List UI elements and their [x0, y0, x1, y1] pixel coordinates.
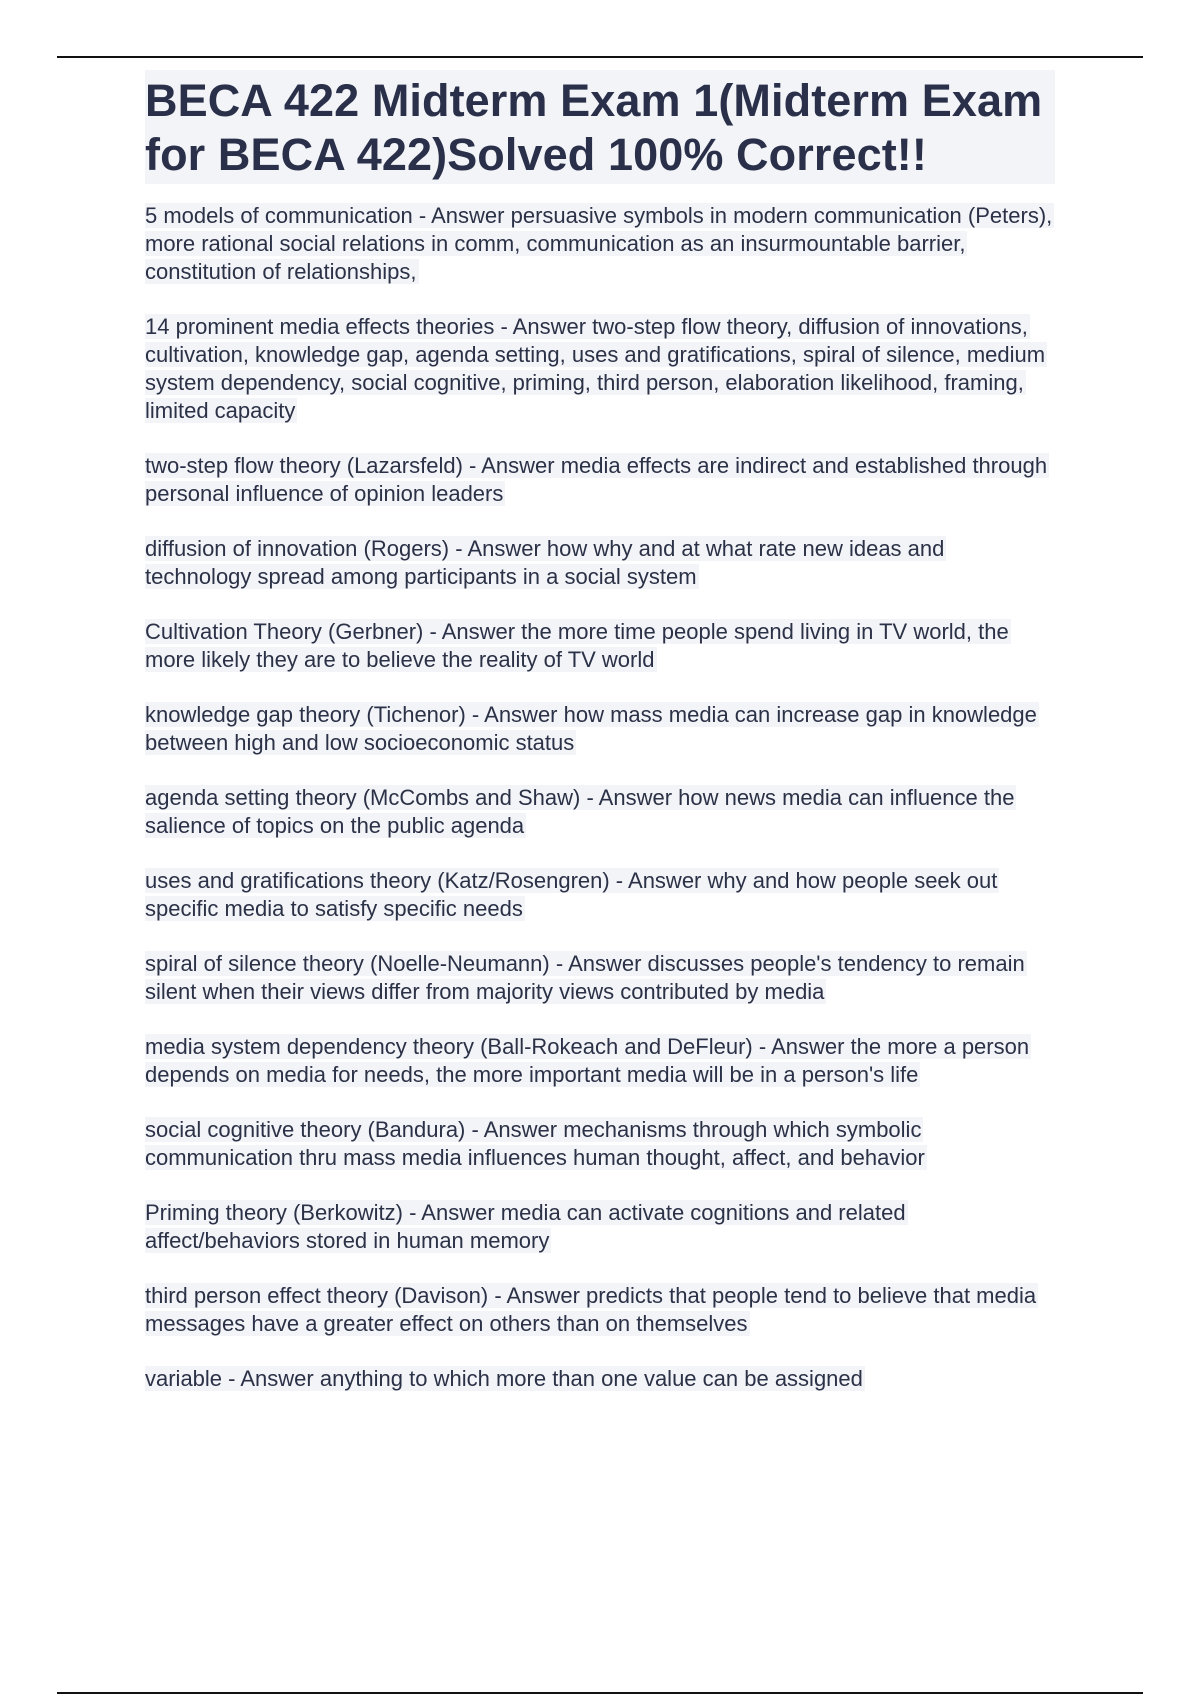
qa-entry-text: Cultivation Theory (Gerbner) - Answer the more time people spend living in TV world, the more likely they are to believe the reality of TV world: [145, 619, 1009, 672]
qa-entry: [145, 701, 1055, 757]
qa-entry: [145, 1365, 1055, 1393]
qa-entry-text: spiral of silence theory (Noelle-Neumann) - Answer discusses people's tendency to remain silent when their views differ from majority views contributed by media: [145, 951, 1025, 1004]
qa-entry: [145, 1199, 1055, 1255]
qa-entry-text: two-step flow theory (Lazarsfeld) - Answer media effects are indirect and established through personal influence of opinion leaders: [145, 453, 1048, 506]
qa-entry: [145, 784, 1055, 840]
qa-entry: [145, 950, 1055, 1006]
qa-entry: [145, 535, 1055, 591]
qa-entry-text: agenda setting theory (McCombs and Shaw) - Answer how news media can influence the salience of topics on the public agenda: [145, 785, 1015, 838]
qa-entry: [145, 452, 1055, 508]
document-title: BECA 422 Midterm Exam 1(Midterm Exam for BECA 422)Solved 100% Correct!!: [145, 75, 1043, 180]
qa-entry-text: diffusion of innovation (Rogers) - Answer how why and at what rate new ideas and technology spread among participants in a social system: [145, 536, 945, 589]
qa-entry: [145, 618, 1055, 674]
qa-entry-text: 5 models of communication - Answer persuasive symbols in modern communication (Peters), more rational social relations in comm, communication as an insurmountable barrier, constitution of relationships,: [145, 203, 1053, 284]
qa-entry-text: Priming theory (Berkowitz) - Answer media can activate cognitions and related affect/behaviors stored in human memory: [145, 1200, 906, 1253]
top-rule: [57, 56, 1143, 58]
qa-entry: [145, 1116, 1055, 1172]
document-page: [145, 70, 1055, 1420]
qa-entry-text: media system dependency theory (Ball-Rokeach and DeFleur) - Answer the more a person depends on media for needs, the more important media will be in a person's life: [145, 1034, 1030, 1087]
qa-entry: [145, 867, 1055, 923]
qa-entry-text: 14 prominent media effects theories - Answer two-step flow theory, diffusion of innovations, cultivation, knowledge gap, agenda setting, uses and gratifications, spiral of silence, medium system dependency, social cognitive, priming, third person, elaboration likelihood, framing, limited capacity: [145, 314, 1046, 423]
qa-list: [145, 202, 1055, 1393]
qa-entry: [145, 313, 1055, 425]
qa-entry-text: knowledge gap theory (Tichenor) - Answer how mass media can increase gap in knowledge between high and low socioeconomic status: [145, 702, 1037, 755]
qa-entry-text: variable - Answer anything to which more than one value can be assigned: [145, 1366, 863, 1391]
qa-entry-text: social cognitive theory (Bandura) - Answer mechanisms through which symbolic communication thru mass media influences human thought, affect, and behavior: [145, 1117, 925, 1170]
title-block: [145, 70, 1055, 184]
qa-entry-text: uses and gratifications theory (Katz/Rosengren) - Answer why and how people seek out specific media to satisfy specific needs: [145, 868, 998, 921]
qa-entry: [145, 1282, 1055, 1338]
qa-entry-text: third person effect theory (Davison) - Answer predicts that people tend to believe that media messages have a greater effect on others than on themselves: [145, 1283, 1037, 1336]
qa-entry: [145, 202, 1055, 286]
bottom-rule: [57, 1692, 1143, 1694]
qa-entry: [145, 1033, 1055, 1089]
